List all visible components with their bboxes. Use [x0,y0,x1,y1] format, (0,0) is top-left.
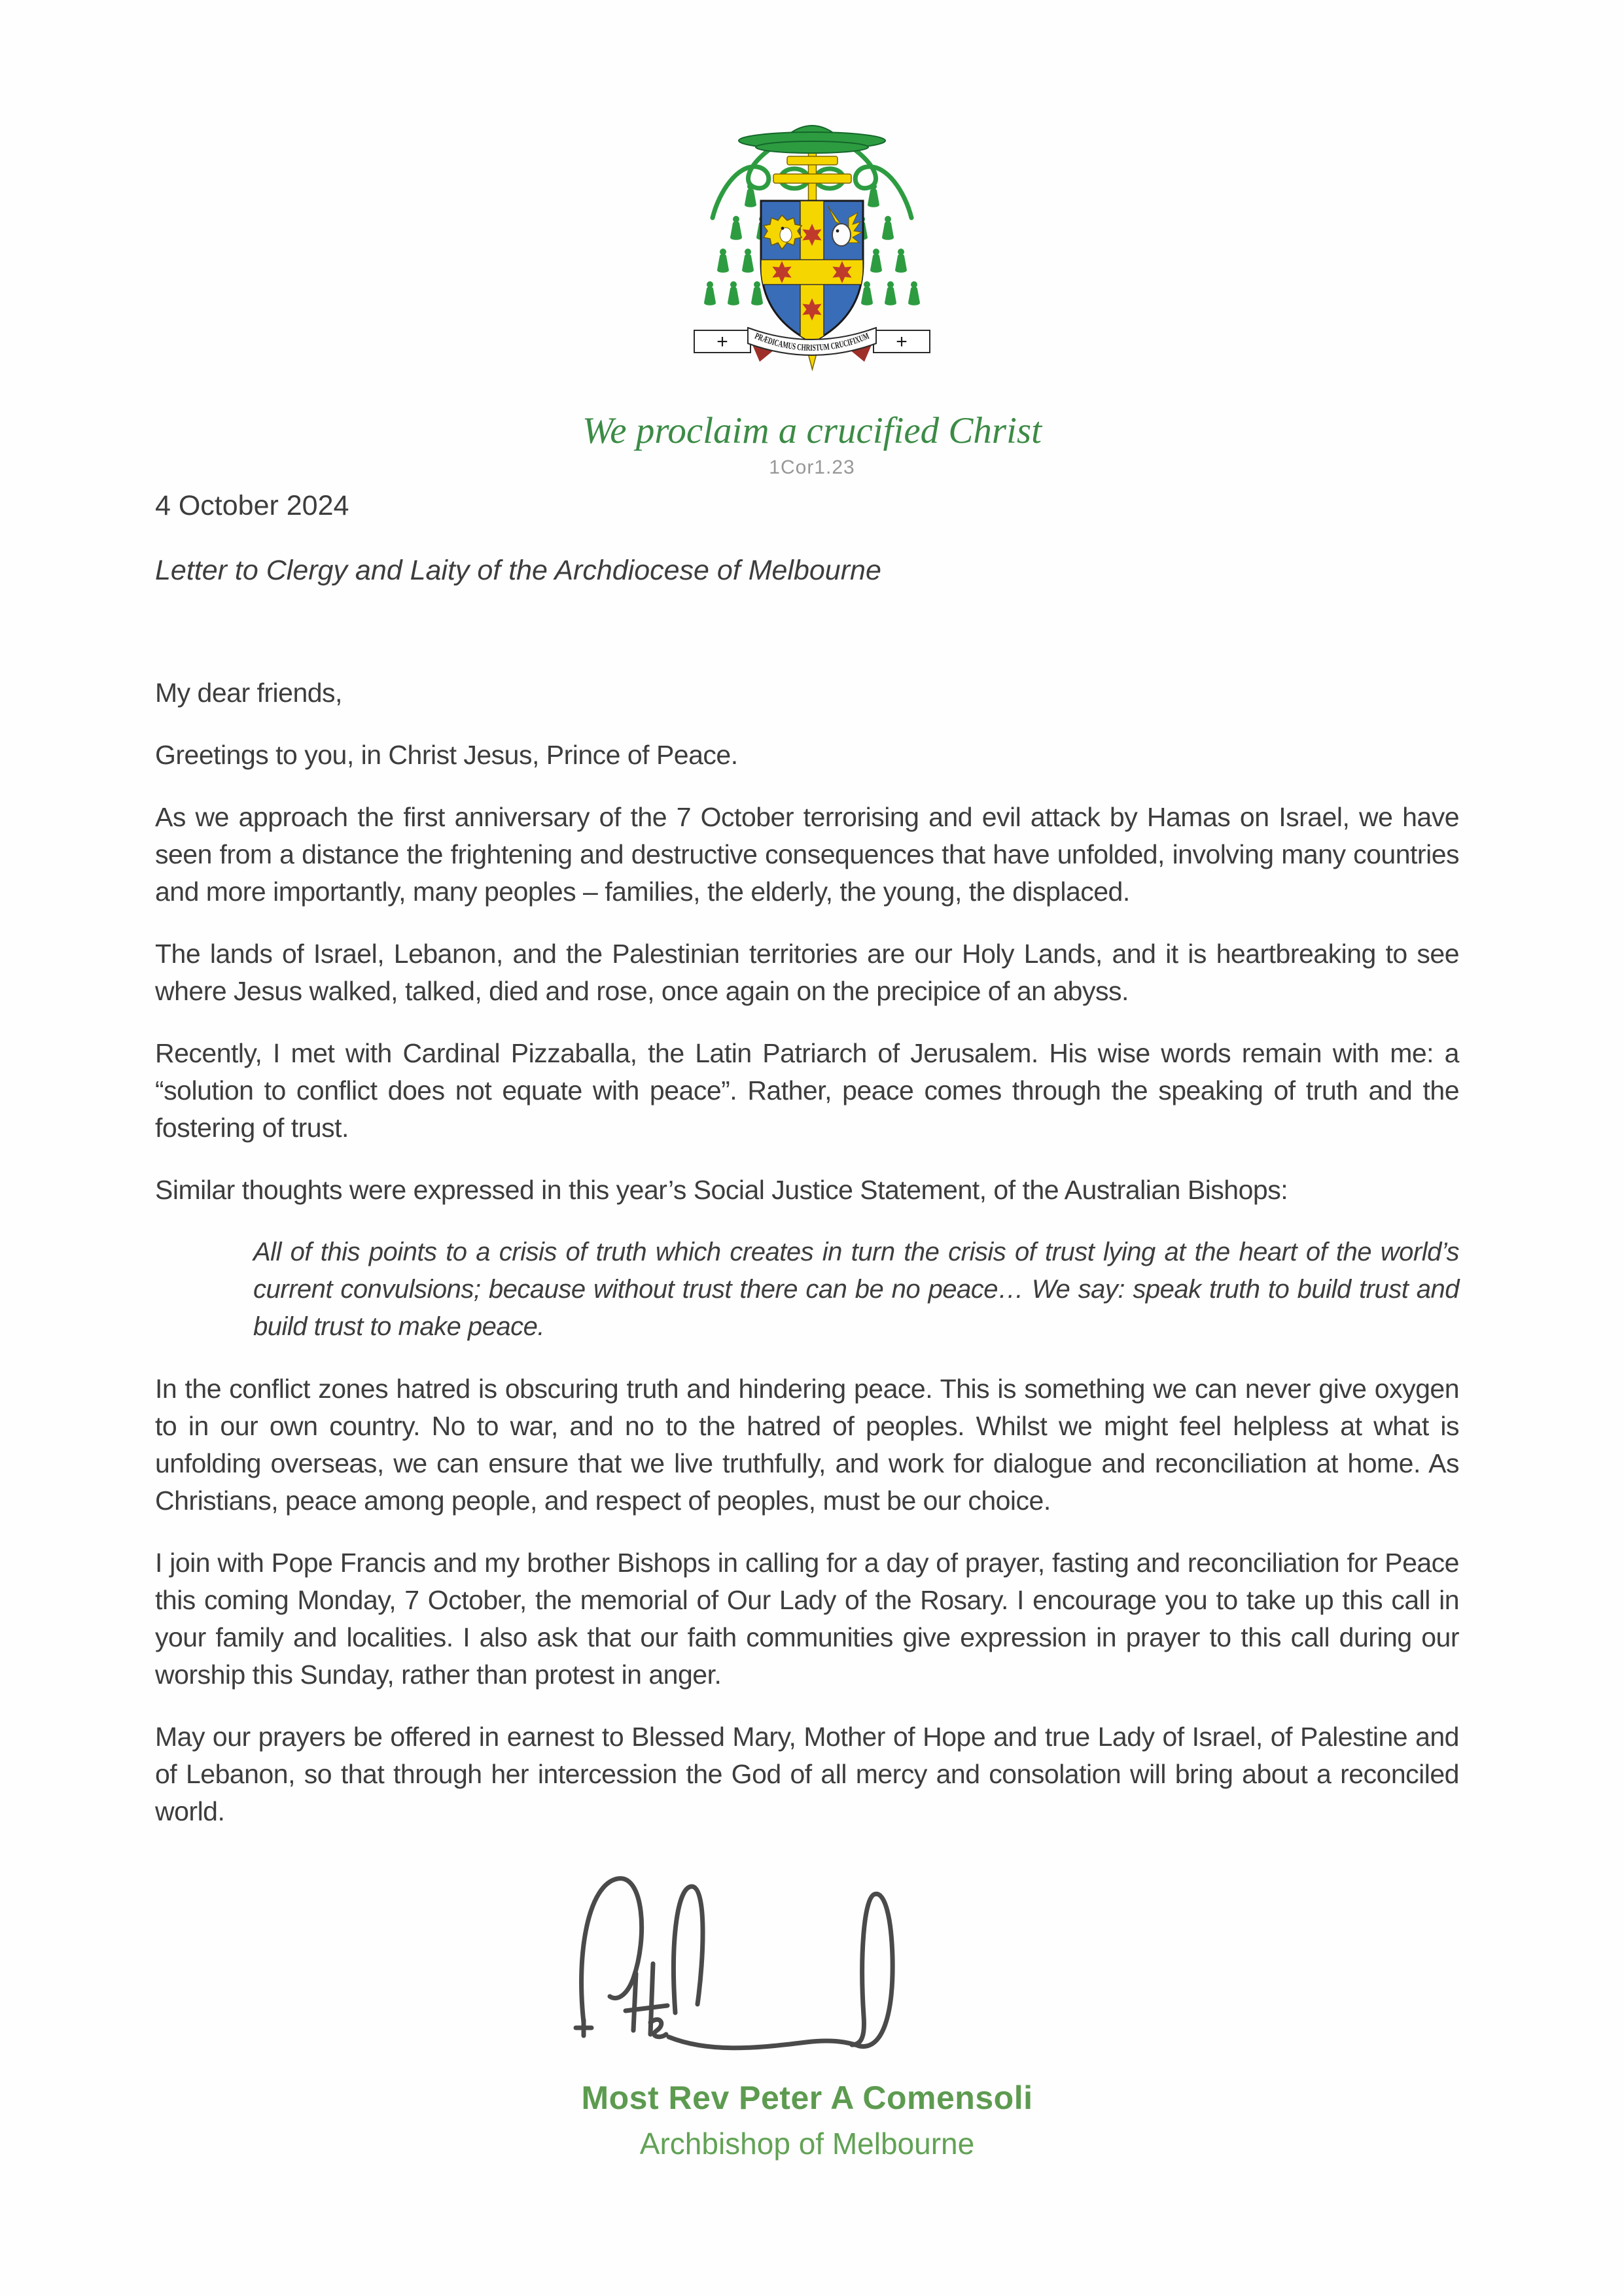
date-line: 4 October 2024 [155,490,349,521]
block-quote: All of this points to a crisis of truth which creates in turn the crisis of trust lying at the heart of the world’s current convulsions; because without trust there can be no peace… We say: speak truth to build trust and build trust to make peace. [253,1238,1459,1341]
scroll-left-cross: + [716,331,728,353]
scroll-right-cross: + [896,331,908,353]
galero-hat [739,126,885,153]
body-paragraph: Recently, I met with Cardinal Pizzaballa, the Latin Patriarch of Jerusalem. His wise words remain with me: a “solution to conflict does not equate with peace”. Rather, peace comes through the speaking of truth and the fostering of trust. [155,1038,1459,1143]
subject-line: Letter to Clergy and Laity of the Archdiocese of Melbourne [155,555,881,586]
body-paragraph: In the conflict zones hatred is obscuring truth and hindering peace. This is something we can never give oxygen to in our own country. No to war, and no to the hatred of peoples. Whilst we might feel helpless at what is unfolding overseas, we can ensure that we live truthfully, and work for dialogue and reconciliation at home. As Christians, peace among people, and respect of peoples, must be our choice. [155,1374,1459,1516]
body-paragraph: I join with Pope Francis and my brother Bishops in calling for a day of prayer, fasting and reconciliation for Peace this coming Monday, 7 October, the memorial of Our Lady of the Rosary. I encourage you to take up this call in your family and localities. I also ask that our faith communities give expression in prayer to this call during our worship this Sunday, rather than protest in anger. [155,1548,1459,1690]
letterhead-motto: We proclaim a crucified Christ [582,410,1042,451]
signatory-title: Archbishop of Melbourne [639,2127,975,2161]
body-paragraph: Similar thoughts were expressed in this year’s Social Justice Statement, of the Australian Bishops: [155,1175,1288,1205]
handwritten-signature [557,1859,937,2075]
body-paragraph: May our prayers be offered in earnest to Blessed Mary, Mother of Hope and true Lady of Israel, of Palestine and of Lebanon, so that through her intercession the God of all mercy and consolation will bring about a reconciled world. [155,1722,1459,1826]
signatory-name: Most Rev Peter A Comensoli [581,2079,1033,2116]
letterhead [0,0,1624,479]
letter-body [155,674,1459,1830]
motto-scripture-reference: 1Cor1.23 [769,457,855,478]
body-paragraph: As we approach the first anniversary of the 7 October terrorising and evil attack by Hamas on Israel, we have seen from a distance the frightening and destructive consequences that have unfolded, involving many countries and more importantly, many peoples – families, the elderly, the young, the displaced. [155,802,1459,907]
scroll-motto-text: PRÆDICAMUS CHRISTUM CRUCIFIXUM [753,330,874,354]
salutation: My dear friends, [155,678,342,708]
letter-content [155,489,1459,1830]
body-paragraph: The lands of Israel, Lebanon, and the Palestinian territories are our Holy Lands, and it is heartbreaking to see where Jesus walked, talked, died and rose, once again on the precipice of an abyss. [155,939,1459,1006]
greeting-line: Greetings to you, in Christ Jesus, Prince of Peace. [155,740,738,770]
archdiocese-crest-image [675,114,949,371]
